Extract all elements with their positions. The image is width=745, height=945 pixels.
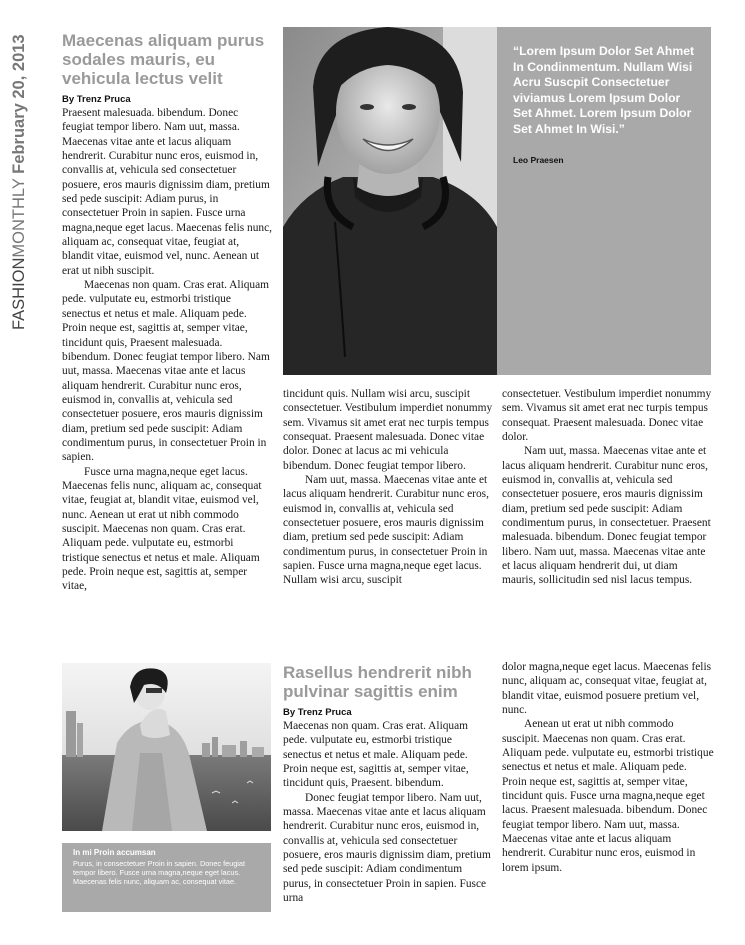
photo-caption-box <box>62 843 271 912</box>
paragraph: consectetuer. Vestibulum imperdiet nonummy sem. Vivamus sit amet erat nec turpis tempus consequat. Praesent malesuada. Donec vitae dolor. <box>502 388 712 444</box>
paragraph: dolor magna,neque eget lacus. Maecenas felis nunc, aliquam ac, consequat vitae, feugiat at, blandit vitae, euismod posuere pretium vel, nunc. <box>502 661 712 717</box>
portrait-illustration <box>283 27 497 375</box>
photo-caption-text: Purus, in consectetuer Proin in sapien. Donec feugiat tempor libero. Fusce urna magna,neque eget lacus. Maecenas felis nunc, aliquam ac, consequat vitae. <box>73 859 245 886</box>
masthead-date: February 20, 2013 <box>10 34 28 174</box>
pull-quote-text: “Lorem Ipsum Dolor Set Ahmet In Condinmentum. Nullam Wisi Acru Suscpit Consectetuer viviamus Lorem Ipsum Dolor Set Ahmet. Lorem Ipsum Dolor Set Ahmet In Wisi.” <box>513 44 695 136</box>
article2-column-2 <box>283 663 493 905</box>
article2-headline: Rasellus hendrerit nibh pulvinar sagittis enim <box>283 663 472 701</box>
masthead-brand-bold: FASHION <box>10 257 28 330</box>
article2-column-3 <box>502 660 714 875</box>
paragraph: Aenean ut erat ut nibh commodo suscipit. Maecenas non quam. Cras erat. Aliquam pede. vulputate eu, estmorbi tristique senectus et netus et male. Aliquam pede. Proin neque est, sagittis at, semper vitae, tincidunt quis. Fusce urna magna,neque eget lacus. Praesent malesuada. bibendum. Donec feugiat tempor libero. Nam uut, massa. Maecenas vitae ante et lacus aliquam hendrerit. Curabitur nunc eros, euismod in lorem ipsum. <box>502 718 714 874</box>
article1-byline: By Trenz Pruca <box>62 94 131 105</box>
paragraph: Nam uut, massa. Maecenas vitae ante et lacus aliquam hendrerit. Curabitur nunc eros, euismod in, convallis at, vehicula sed consectetuer posuere, eros mauris dignissim diam, pretium sed pede suscipit: Adiam condimentum purus, in consectetuer. Praesent malesuada. bibendum. Donec feugiat tempor libero. Nam uut, massa. Maecenas vitae ante et lacus aliquam hendrerit dui, ut diam mauris, sollicitudin sed nisl lacus tempus. <box>502 445 711 587</box>
article1-column-1 <box>62 31 272 594</box>
fashion-illustration <box>62 663 271 831</box>
paragraph: Fusce urna magna,neque eget lacus. Maecenas felis nunc, aliquam ac, consequat vitae, feugiat at, blandit vitae, euismod vel, nunc. Aenean ut erat ut nibh commodo suscipit. Maecenas non quam. Cras erat. Aliquam pede. vulputate eu, estmorbi tristique senectus et netus et male. Aliquam pede. Proin neque est, sagittis at, semper vitae, <box>62 465 262 593</box>
paragraph: Praesent malesuada. bibendum. Donec feugiat tempor libero. Nam uut, massa. Maecenas vitae ante et lacus aliquam hendrerit. Curabitur nunc eros, euismod in, convallis at, vehicula sed consectetuer posuere, eros mauris dignissim diam, pretium sed pede suscipit: Adiam purus, in consectetuer Proin in sapien. Fusce urna magna,neque eget lacus. Maecenas felis nunc, aliquam ac, consequat vitae, feugiat at, blandit vitae, euismod vel, nunc. Aenean ut erat ut nibh suscipit. <box>62 107 273 277</box>
masthead-brand-thin: MONTHLY <box>10 178 28 258</box>
photo-caption-title: In mi Proin accumsan <box>73 848 156 857</box>
paragraph: Nam uut, massa. Maecenas vitae ante et lacus aliquam hendrerit. Curabitur nunc eros, euismod in, convallis at, vehicula sed consectetuer posuere, eros mauris dignissim diam, pretium sed pede suscipit: Adiam condimentum purus, in consectetuer Proin in sapien. Fusce urna magna,neque eget lacus. Nullam wisi arcu, suscipit <box>283 474 489 587</box>
article1-headline: Maecenas aliquam purus sodales mauris, eu vehicula lectus velit <box>62 31 265 88</box>
pull-quote-author: Leo Praesen <box>513 155 564 165</box>
pull-quote-box <box>497 27 711 375</box>
paragraph: Donec feugiat tempor libero. Nam uut, massa. Maecenas vitae ante et lacus aliquam hendrerit. Curabitur nunc eros, euismod in, convallis at, vehicula sed consectetuer posuere, eros mauris dignissim diam, pretium sed pede suscipit: Adiam condimentum purus, in consectetuer Proin in sapien. Fusce urna <box>283 791 491 905</box>
paragraph: Maecenas non quam. Cras erat. Aliquam pede. vulputate eu, estmorbi tristique senectus et netus et male. Aliquam pede. Proin neque est, sagittis at, semper vitae, tincidunt quis, Praesent. bibendum. <box>283 720 469 790</box>
article1-column-3 <box>502 387 714 588</box>
article1-column-2 <box>283 387 493 588</box>
portrait-photo <box>283 27 497 375</box>
paragraph: Maecenas non quam. Cras erat. Aliquam pede. vulputate eu, estmorbi tristique senectus et netus et male. Aliquam pede. Proin neque est, sagittis at, semper vitae, tincidunt quis, Praesent malesuada. bibendum. Donec feugiat tempor libero. Nam uut, massa. Maecenas vitae ante et lacus aliquam hendrerit. Curabitur nunc eros, euismod in, convallis at, vehicula sed consectetuer posuere, eros mauris dignissim diam, pretium sed pede suscipit: Adiam condimentum purus, in consectetuer Proin in sapien. <box>62 279 270 464</box>
article2-col2-text <box>283 719 493 905</box>
fashion-photo <box>62 663 271 831</box>
article1-col1-text <box>62 106 272 594</box>
masthead <box>10 34 29 330</box>
paragraph: tincidunt quis. Nullam wisi arcu, suscipit consectetuer. Vestibulum imperdiet nonummy sem. Vivamus sit amet erat nec turpis tempus consequat. Praesent malesuada. Donec vitae dolor. Donec at lacus ac mi vehicula bibendum. Donec feugiat tempor libero. <box>283 388 493 472</box>
article2-byline: By Trenz Pruca <box>283 707 352 718</box>
